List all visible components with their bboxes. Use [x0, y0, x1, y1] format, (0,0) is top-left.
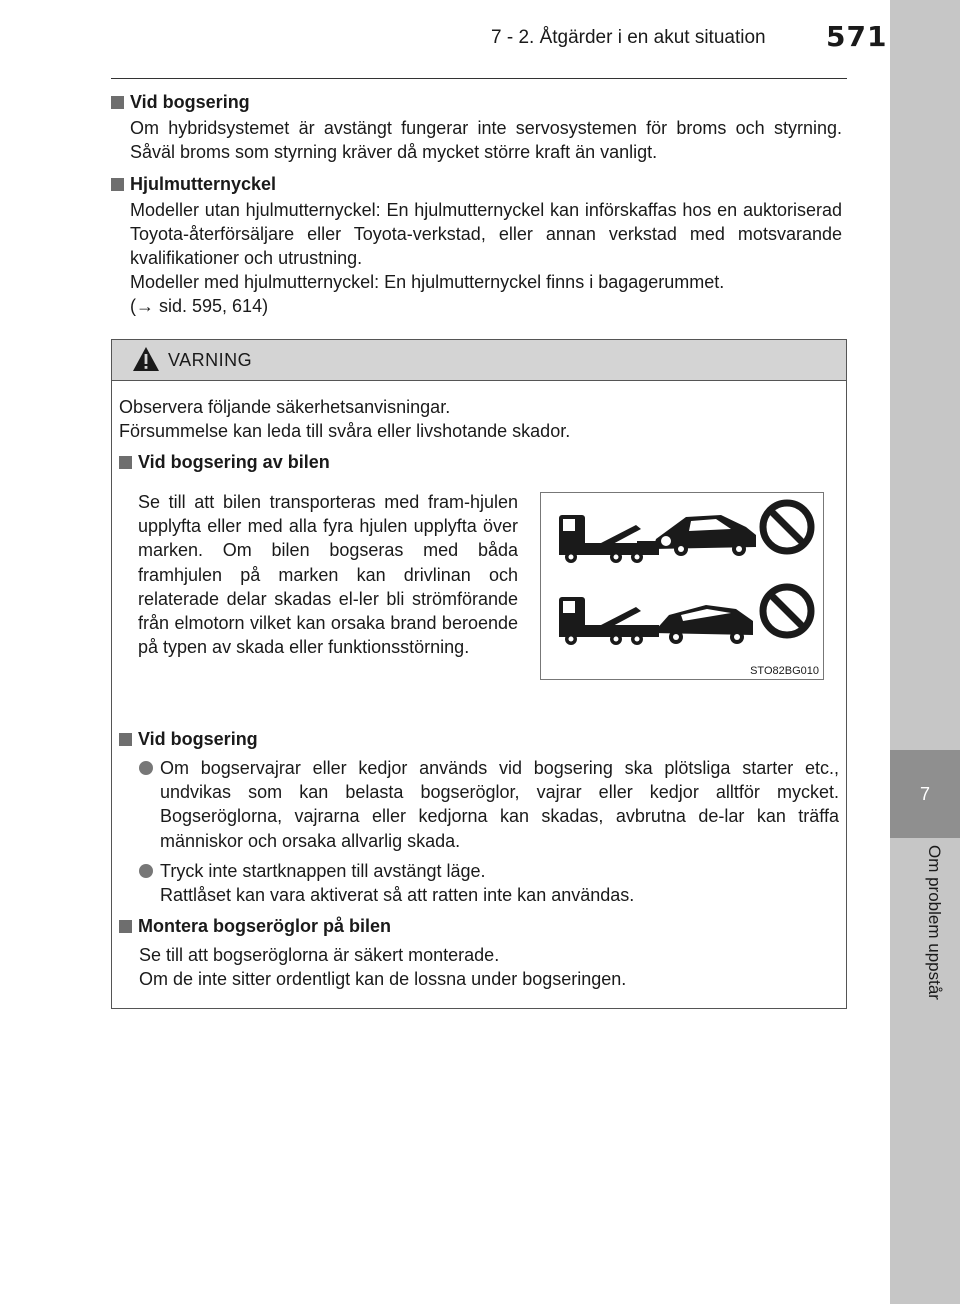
chapter-number-tab[interactable]	[890, 750, 960, 838]
section-heading-wrench: Hjulmutternyckel	[111, 170, 845, 198]
towing-illustration	[540, 492, 824, 680]
round-bullet-icon	[139, 761, 153, 775]
warning-body	[112, 381, 846, 475]
warning-label: VARNING	[168, 350, 253, 370]
warning-header	[112, 340, 846, 381]
page-number: 571	[826, 20, 888, 53]
warning-bullet-cables: Om bogservajrar eller kedjor används vid bogsering ska plötsliga starter etc., undvikas som kan belasta bogseröglor, vajrar eller kedjor alltför mycket. Bogseröglorna, vajrarna eller kedjorna kan skadas, avbrutna de-lar kan träffa människor och orsaka allvarlig skada.	[139, 756, 839, 853]
square-bullet-icon	[119, 733, 132, 746]
chapter-number: 7	[919, 783, 930, 804]
square-bullet-icon	[119, 456, 132, 469]
warning-heading-towing: Vid bogsering	[119, 726, 839, 752]
chapter-title: Om problem uppstår	[925, 845, 944, 1000]
warning-box	[111, 339, 847, 1009]
section-text-wrench-2: Modeller med hjulmutternyckel: En hjulmutternyckel finns i bagagerummet.	[130, 272, 725, 292]
section-text-wrench-1: Modeller utan hjulmutternyckel: En hjulmutternyckel kan införskaffas hos en auktoriserad Toyota-återförsäljare eller Toyota-verkstad, eller annan verkstad med motsvarande kvalifikationer och utrustning.	[130, 200, 842, 268]
warning-heading-towing-car: Vid bogsering av bilen	[119, 449, 846, 475]
tow-eyelets-text-2: Om de inte sitter ordentligt kan de lossna under bogseringen.	[139, 969, 627, 990]
section-header-title: 7 - 2. Åtgärder i en akut situation	[491, 27, 766, 48]
warning-heading-tow-eyelets: Montera bogseröglor på bilen	[119, 913, 839, 939]
warning-intro-1: Observera följande säkerhetsanvisningar.	[119, 397, 451, 417]
towing-car-text: Se till att bilen transporteras med fram-hjulen upplyfta eller med alla fyra hjulen upplyfta över marken. Om bilen bogseras med båda framhjulen på marken kan drivlinan och relaterade delar skadas el-ler bli strömförande från elmotorn vilket kan orsaka brand beroende på typen av skada eller funktionsstörning.	[138, 492, 518, 658]
warning-bullet-start-button: Tryck inte startknappen till avstängt läge. Rattlåset kan vara aktiverat så att ratten inte kan användas.	[139, 859, 839, 907]
warning-intro-2: Försummelse kan leda till svåra eller livshotande skador.	[119, 421, 571, 441]
page-reference: (→ sid. 595, 614)	[130, 296, 269, 316]
round-bullet-icon	[139, 864, 153, 878]
warning-lower-section	[119, 720, 839, 991]
square-bullet-icon	[111, 96, 124, 109]
tow-truck-prohibited-icon	[541, 493, 823, 663]
tow-eyelets-text-1: Se till att bogseröglorna är säkert monterade.	[139, 945, 500, 966]
illustration-code: STO82BG010	[750, 665, 819, 677]
section-text-towing: Om hybridsystemet är avstängt fungerar inte servosystemen för broms och styrning. Såväl broms som styrning kräver då mycket större kraft än vanligt.	[130, 118, 842, 162]
warning-triangle-icon	[132, 346, 160, 372]
chapter-sidebar	[890, 0, 960, 1304]
header-divider	[111, 78, 847, 79]
main-content	[111, 88, 845, 322]
square-bullet-icon	[111, 178, 124, 191]
square-bullet-icon	[119, 920, 132, 933]
section-heading-towing: Vid bogsering	[111, 88, 845, 116]
